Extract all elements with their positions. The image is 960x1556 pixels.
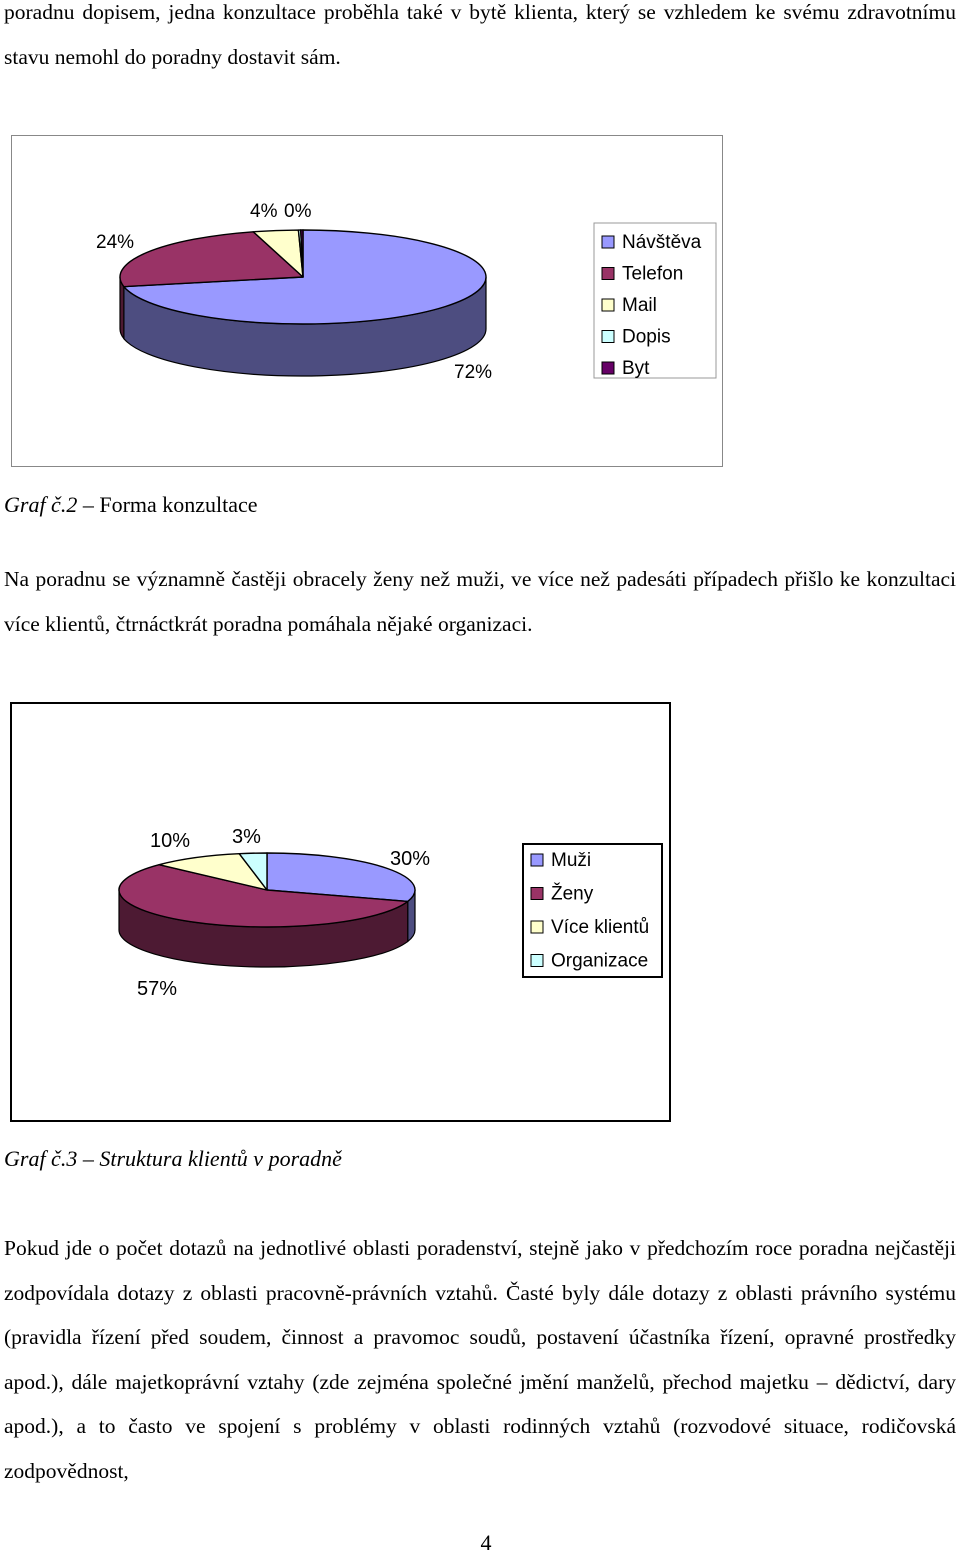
data-label-vice-klientu: 10% xyxy=(150,830,191,852)
legend-swatch-mail xyxy=(602,299,614,311)
legend-swatch-byt xyxy=(602,362,614,374)
legend-label-telefon: Telefon xyxy=(622,263,684,285)
paragraph-clients: Na poradnu se významně častěji obracely ženy než muži, ve více než padesáti případech přišlo ke konzultaci více klientů, čtrnáctkrát poradna pomáhala nějaké organizaci. xyxy=(4,567,956,636)
legend-label-mail: Mail xyxy=(622,295,657,316)
legend xyxy=(523,844,662,977)
pie-slices xyxy=(119,853,415,927)
data-label-telefon: 24% xyxy=(96,232,135,253)
page-number: 4 xyxy=(480,1530,492,1555)
legend-label-organizace: Organizace xyxy=(551,950,649,972)
data-label-muzi: 30% xyxy=(390,848,431,870)
data-label-dopis: 0% xyxy=(284,201,312,222)
legend-label-vice-klientu: Více klientů xyxy=(551,917,650,938)
legend xyxy=(594,223,716,379)
caption-graf-2-label: Graf č.2 xyxy=(4,492,78,517)
legend-swatch-vice-klientu xyxy=(531,921,543,933)
legend-label-zeny: Ženy xyxy=(551,883,594,905)
legend-swatch-dopis xyxy=(602,331,614,343)
paragraph-questions: Pokud jde o počet dotazů na jednotlivé oblasti poradenství, stejně jako v předchozím roce poradna nejčastěji zodpovídala dotazy z oblasti pracovně-právních vztahů. Časté byly dále dotazy z oblasti právního systému (pravidla řízení před soudem, činnost a pravomoc soudů, postavení účastníka řízení, opravné prostředky apod.), dále majetkoprávní vztahy (zde zejména společné jmění manželů, přechod majetku – dědictví, dary apod.), a to často ve spojení s problémy v oblasti rodinných vztahů (rozvodové situace, rodičovská zodpovědnost, xyxy=(4,1236,956,1483)
data-label-mail: 4% xyxy=(250,201,278,222)
paragraph-intro: poradnu dopisem, jedna konzultace proběhla také v bytě klienta, který se vzhledem ke svému zdravotnímu stavu nemohl do poradny dostavit sám. xyxy=(4,0,956,69)
legend-swatch-muzi xyxy=(531,854,543,866)
legend-label-navsteva: Návštěva xyxy=(622,232,702,253)
legend-label-dopis: Dopis xyxy=(622,326,671,348)
chart-struktura-klientu xyxy=(10,702,671,1122)
data-label-organizace: 3% xyxy=(232,826,261,848)
pie-slices xyxy=(120,230,486,324)
caption-graf-2-text: – Forma konzultace xyxy=(77,492,258,517)
legend-swatch-navsteva xyxy=(602,236,614,248)
caption-graf-3: Graf č.3 – Struktura klientů v poradně xyxy=(4,1146,342,1171)
legend-label-muzi: Muži xyxy=(551,850,592,871)
data-label-zeny: 57% xyxy=(137,978,178,1000)
data-label-navsteva: 72% xyxy=(454,362,493,383)
caption-graf-2 xyxy=(4,490,258,520)
pie-chart-struktura-klientu xyxy=(12,704,669,1120)
legend-swatch-organizace xyxy=(531,955,543,967)
pie-chart-forma-konzultace xyxy=(12,136,722,466)
legend-label-byt: Byt xyxy=(622,358,650,379)
legend-swatch-telefon xyxy=(602,268,614,280)
chart-forma-konzultace xyxy=(11,135,723,467)
legend-swatch-zeny xyxy=(531,888,543,900)
